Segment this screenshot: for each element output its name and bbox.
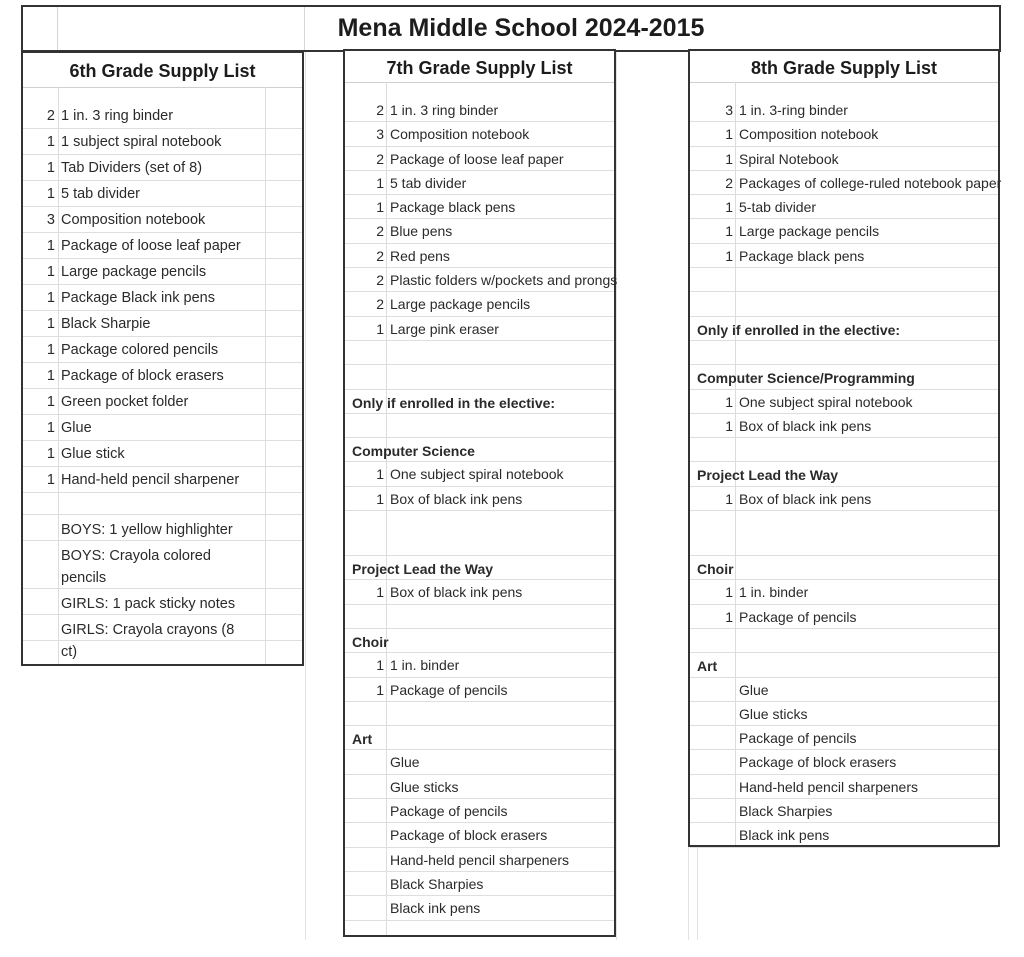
extra-item-name: GIRLS: 1 pack sticky notes	[61, 596, 236, 612]
item-name: 1 in. 3 ring binder	[61, 108, 174, 124]
item-name: Large package pencils	[739, 223, 880, 240]
item-quantity: 3	[725, 102, 733, 118]
item-name: Box of black ink pens	[390, 490, 523, 507]
item-quantity: 1	[46, 420, 55, 436]
spacer-row	[690, 268, 998, 292]
item-quantity: 1	[46, 446, 55, 462]
item-row	[345, 98, 614, 122]
grade6-item-row	[23, 311, 302, 337]
item-quantity: 1	[725, 126, 733, 143]
item-quantity: 1	[725, 584, 733, 601]
item-name: Package of pencils	[739, 730, 857, 747]
item-name: Large package pencils	[390, 296, 531, 313]
art-item-row	[690, 799, 998, 823]
item-row	[345, 317, 614, 341]
item-row	[345, 147, 614, 171]
item-quantity: 1	[376, 657, 384, 674]
spacer-row	[23, 493, 302, 515]
item-name: Black ink pens	[390, 900, 481, 917]
item-name: 5 tab divider	[61, 186, 140, 202]
item-quantity: 1	[725, 223, 733, 240]
item-quantity: 2	[376, 247, 384, 264]
computer-science-heading: Computer Science	[352, 443, 475, 460]
grade8-supply-list	[688, 49, 1000, 847]
item-name: Black ink pens	[739, 827, 830, 844]
item-quantity: 2	[376, 102, 384, 118]
item-name: One subject spiral notebook	[390, 466, 564, 483]
art-item-row	[690, 678, 998, 702]
item-row	[690, 487, 998, 511]
item-name: Black Sharpie	[61, 316, 151, 332]
section-heading-row	[690, 317, 998, 341]
extra-item-name: BOYS: 1 yellow highlighter	[61, 522, 233, 538]
sheet-header	[21, 5, 1001, 52]
grade6-extra-row	[23, 515, 302, 541]
item-row	[345, 244, 614, 268]
item-row	[345, 268, 618, 292]
item-name: Package of pencils	[390, 803, 508, 820]
section-heading-row	[345, 726, 614, 750]
spacer-row	[345, 414, 614, 438]
item-quantity: 1	[46, 290, 55, 306]
grade8-title: 8th Grade Supply List	[750, 58, 938, 78]
grade6-item-row	[23, 467, 302, 493]
item-name: Glue	[61, 420, 92, 436]
computer-science-heading: Computer Science/Programming	[697, 370, 915, 387]
grade6-item-row	[23, 441, 302, 467]
item-quantity: 3	[376, 126, 384, 143]
item-name: Glue sticks	[739, 705, 808, 722]
item-quantity: 1	[46, 160, 55, 176]
item-row	[690, 244, 998, 268]
item-name: Glue sticks	[390, 778, 459, 795]
art-item-row	[690, 702, 998, 726]
section-heading-row	[690, 653, 998, 677]
grade6-extra-row	[23, 541, 302, 589]
item-quantity: 2	[725, 174, 733, 191]
item-row	[690, 171, 1002, 195]
item-name: Plastic folders w/pockets and prongs	[390, 272, 618, 289]
item-row	[690, 580, 998, 604]
item-name: 5-tab divider	[739, 199, 817, 216]
spacer-row	[345, 341, 614, 365]
spacer-row	[345, 702, 614, 726]
grade6-extra-row	[23, 615, 302, 660]
art-heading: Art	[697, 658, 718, 675]
item-name: Black Sharpies	[390, 875, 484, 892]
item-name: Black Sharpies	[739, 803, 833, 820]
item-quantity: 1	[46, 368, 55, 384]
item-name: Box of black ink pens	[390, 584, 523, 601]
choir-heading: Choir	[352, 633, 389, 650]
item-row	[345, 292, 614, 316]
item-name: 1 in. 3-ring binder	[739, 102, 848, 118]
item-row	[345, 678, 614, 702]
item-quantity: 1	[376, 174, 384, 191]
item-row	[690, 195, 998, 219]
item-name: Tab Dividers (set of 8)	[61, 160, 203, 176]
item-row	[690, 219, 998, 243]
item-name: Box of black ink pens	[739, 490, 872, 507]
item-quantity: 1	[46, 472, 55, 488]
item-name: Composition notebook	[739, 126, 879, 143]
item-name: Green pocket folder	[61, 394, 189, 410]
art-item-row	[690, 775, 998, 799]
item-name: Composition notebook	[61, 212, 206, 228]
item-name: 1 in. binder	[739, 584, 809, 601]
grade6-item-row	[23, 363, 302, 389]
item-quantity: 1	[46, 394, 55, 410]
item-row	[345, 219, 614, 243]
item-row	[345, 580, 614, 604]
item-name: Packages of college-ruled notebook paper	[739, 174, 1002, 191]
extra-item-name: GIRLS: Crayola crayons (8 ct)	[61, 622, 235, 660]
item-name: Package colored pencils	[61, 342, 219, 358]
item-name: Blue pens	[390, 223, 453, 240]
item-row	[690, 605, 998, 629]
grade6-item-list	[23, 103, 302, 660]
item-quantity: 1	[725, 199, 733, 216]
grade8-item-list	[690, 98, 1002, 848]
art-item-row	[690, 750, 998, 774]
art-heading: Art	[352, 731, 373, 748]
spacer-row	[345, 365, 614, 389]
item-quantity: 2	[376, 150, 384, 167]
art-item-row	[345, 775, 614, 799]
item-quantity: 1	[46, 264, 55, 280]
item-quantity: 1	[46, 134, 55, 150]
grade6-item-row	[23, 155, 302, 181]
elective-note: Only if enrolled in the elective:	[697, 321, 901, 338]
item-name: 5 tab divider	[390, 174, 467, 191]
section-heading-row	[345, 629, 614, 653]
item-name: One subject spiral notebook	[739, 393, 913, 410]
item-name: Hand-held pencil sharpeners	[739, 778, 918, 795]
item-quantity: 1	[46, 342, 55, 358]
grade6-title: 6th Grade Supply List	[69, 61, 256, 81]
spacer-row	[690, 341, 998, 365]
section-heading-row	[345, 438, 614, 462]
item-quantity: 1	[725, 150, 733, 167]
item-quantity: 1	[46, 186, 55, 202]
grade6-extra-row	[23, 589, 302, 615]
art-item-row	[690, 726, 998, 750]
grade6-item-row	[23, 181, 302, 207]
item-row	[345, 487, 614, 511]
choir-heading: Choir	[697, 561, 734, 578]
art-item-row	[345, 848, 614, 872]
item-row	[345, 122, 614, 146]
spacer-row	[690, 629, 998, 653]
art-item-row	[690, 823, 998, 847]
section-heading-row	[690, 556, 998, 580]
item-row	[345, 195, 614, 219]
grade6-item-row	[23, 337, 302, 363]
item-quantity: 1	[376, 490, 384, 507]
item-name: Package of loose leaf paper	[61, 238, 241, 254]
art-item-row	[345, 823, 614, 847]
item-quantity: 1	[725, 247, 733, 264]
item-quantity: 1	[376, 320, 384, 337]
item-quantity: 2	[376, 223, 384, 240]
grade6-item-row	[23, 389, 302, 415]
item-quantity: 1	[725, 608, 733, 625]
art-item-row	[345, 750, 614, 774]
item-name: 1 subject spiral notebook	[61, 134, 222, 150]
section-heading-row	[690, 462, 998, 486]
spacer-row	[345, 511, 614, 556]
item-quantity: 1	[46, 238, 55, 254]
item-name: Glue	[739, 681, 769, 698]
extra-item-name: BOYS: Crayola colored pencils	[61, 548, 211, 586]
item-name: Package Black ink pens	[61, 290, 215, 306]
item-name: Large package pencils	[61, 264, 207, 280]
item-name: Glue	[390, 754, 420, 771]
grade7-item-list	[345, 98, 618, 921]
item-name: Package of pencils	[390, 681, 508, 698]
item-quantity: 1	[725, 393, 733, 410]
item-name: Package of block erasers	[390, 827, 548, 844]
item-quantity: 1	[46, 316, 55, 332]
item-row	[690, 98, 998, 122]
grade6-item-row	[23, 233, 302, 259]
elective-note: Only if enrolled in the elective:	[352, 394, 556, 411]
item-row	[690, 414, 998, 438]
item-name: Package black pens	[739, 247, 865, 264]
grade7-title: 7th Grade Supply List	[386, 58, 573, 78]
item-name: Composition notebook	[390, 126, 530, 143]
item-quantity: 2	[46, 108, 55, 124]
item-row	[345, 653, 614, 677]
grade6-item-row	[23, 129, 302, 155]
item-name: Hand-held pencil sharpeners	[390, 851, 569, 868]
item-quantity: 1	[376, 199, 384, 216]
grade6-item-row	[23, 285, 302, 311]
pltw-heading: Project Lead the Way	[352, 561, 494, 578]
item-quantity: 2	[376, 272, 384, 289]
item-name: Package of pencils	[739, 608, 857, 625]
item-name: Package of block erasers	[61, 368, 224, 384]
grade6-item-row	[23, 259, 302, 285]
item-name: Package of block erasers	[739, 754, 897, 771]
spacer-row	[690, 292, 998, 316]
item-name: Large pink eraser	[390, 320, 499, 337]
page-title: Mena Middle School 2024-2015	[337, 14, 705, 42]
item-quantity: 1	[376, 681, 384, 698]
item-row	[690, 390, 998, 414]
item-name: 1 in. 3 ring binder	[390, 102, 499, 118]
item-name: Box of black ink pens	[739, 417, 872, 434]
item-row	[345, 462, 614, 486]
spacer-row	[690, 438, 998, 462]
section-heading-row	[345, 390, 614, 414]
grade6-supply-list	[21, 51, 304, 666]
pltw-heading: Project Lead the Way	[697, 467, 839, 484]
item-quantity: 2	[376, 296, 384, 313]
spacer-row	[345, 605, 614, 629]
item-name: Spiral Notebook	[739, 150, 839, 167]
grade7-supply-list	[343, 49, 616, 937]
item-quantity: 1	[376, 584, 384, 601]
section-heading-row	[345, 556, 614, 580]
item-name: Red pens	[390, 247, 450, 264]
item-row	[345, 171, 614, 195]
item-row	[690, 147, 998, 171]
item-name: Glue stick	[61, 446, 125, 462]
item-quantity: 1	[725, 490, 733, 507]
item-name: Hand-held pencil sharpener	[61, 472, 240, 488]
item-row	[690, 122, 998, 146]
art-item-row	[345, 896, 614, 920]
item-quantity: 1	[725, 417, 733, 434]
spacer-row	[690, 511, 998, 556]
item-name: Package of loose leaf paper	[390, 150, 564, 167]
art-item-row	[345, 799, 614, 823]
grade6-item-row	[23, 103, 302, 129]
item-quantity: 1	[376, 466, 384, 483]
item-name: 1 in. binder	[390, 657, 460, 674]
section-heading-row	[690, 365, 998, 389]
art-item-row	[345, 872, 614, 896]
item-name: Package black pens	[390, 199, 516, 216]
item-quantity: 3	[46, 212, 55, 228]
grade6-item-row	[23, 415, 302, 441]
grade6-item-row	[23, 207, 302, 233]
